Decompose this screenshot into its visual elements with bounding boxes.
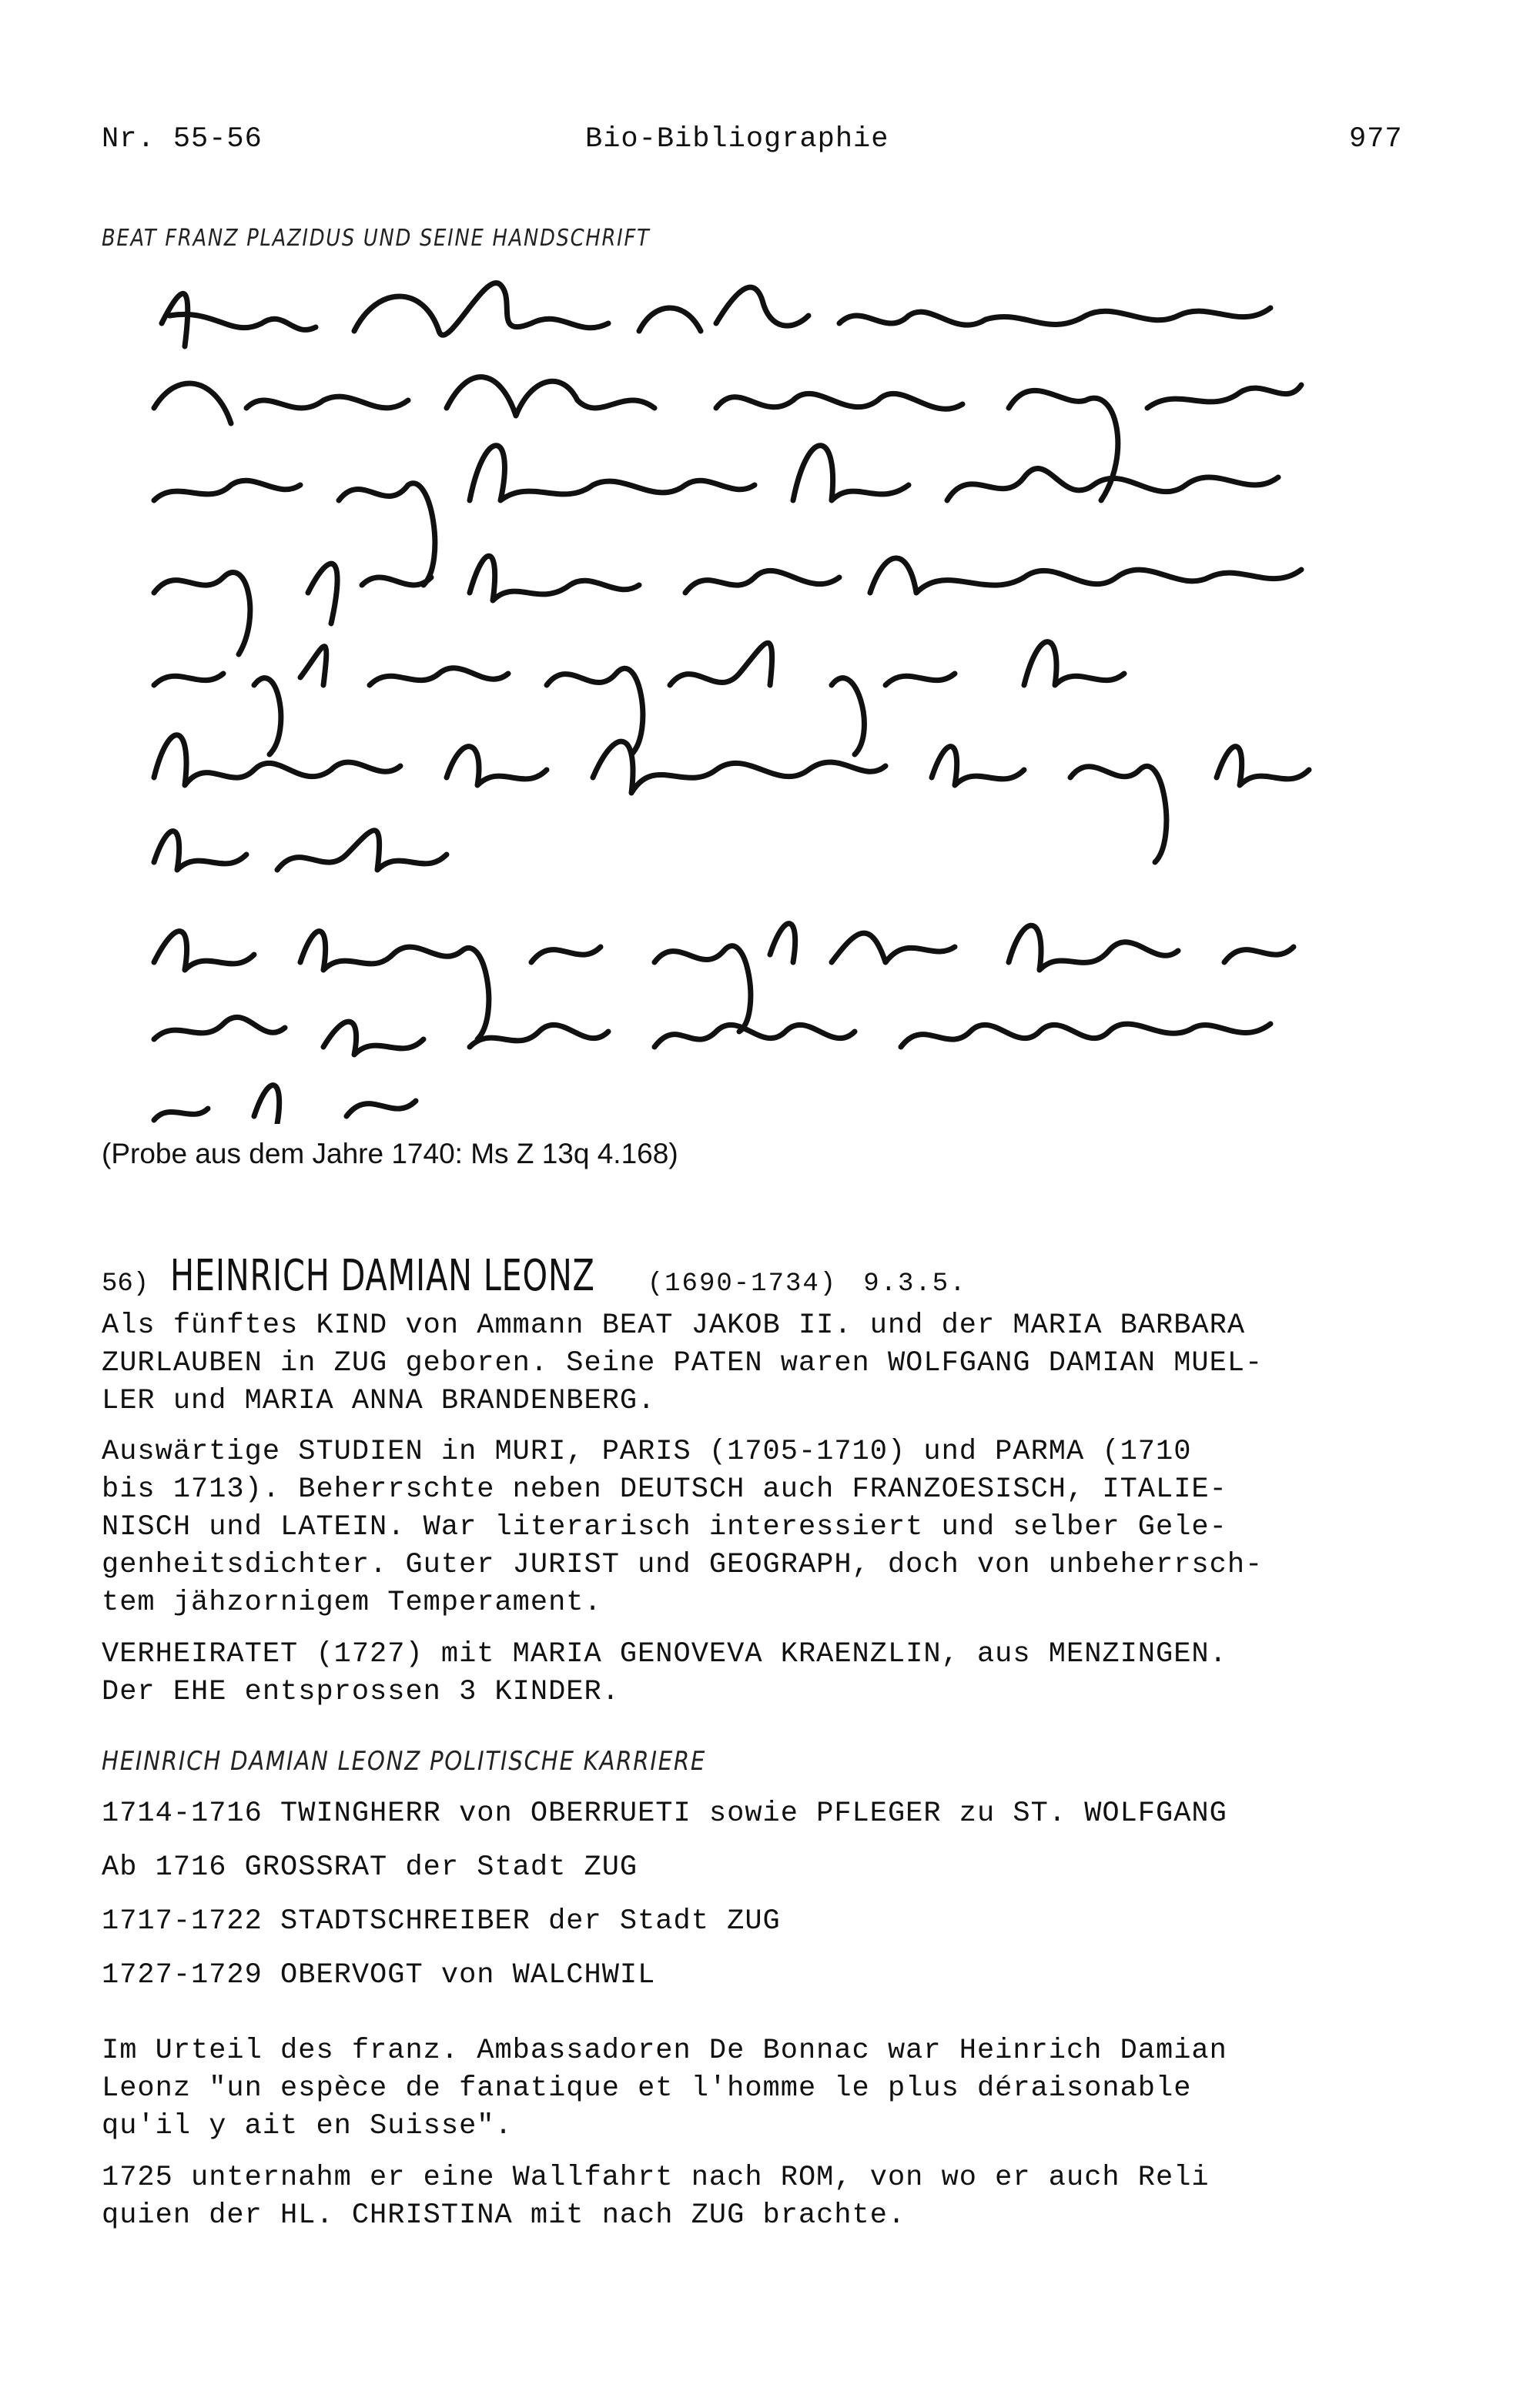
text-line: NISCH und LATEIN. War literarisch interessiert und selber Gele- (102, 1511, 1227, 1543)
biography-paragraph (102, 1307, 1457, 1420)
biography-paragraph (102, 1433, 1457, 1622)
text-line: VERHEIRATET (1727) mit MARIA GENOVEVA KRAENZLIN, aus MENZINGEN. (102, 1638, 1227, 1671)
career-item: 1714-1716 TWINGHERR von OBERRUETI sowie PFLEGER zu ST. WOLFGANG (102, 1798, 1227, 1830)
page-number: 977 (1349, 123, 1403, 156)
text-line: ZURLAUBEN in ZUG geboren. Seine PATEN waren WOLFGANG DAMIAN MUEL- (102, 1347, 1264, 1380)
issue-number: Nr. 55-56 (102, 123, 263, 156)
text-line: Der EHE entsprossen 3 KINDER. (102, 1676, 620, 1708)
biography-paragraph (102, 1636, 1457, 1711)
specimen-caption: (Probe aus dem Jahre 1740: Ms Z 13q 4.168) (102, 1138, 678, 1169)
entry-genealogy-code: 9.3.5. (863, 1269, 967, 1299)
closing-paragraph (102, 2032, 1457, 2145)
entry-heading (102, 1251, 967, 1301)
text-line: genheitsdichter. Guter JURIST und GEOGRAPH, doch von unbeherrsch- (102, 1549, 1264, 1581)
handwriting-specimen-image (100, 254, 1355, 1124)
text-line: bis 1713). Beherrschte neben DEUTSCH auch FRANZOESISCH, ITALIE- (102, 1473, 1227, 1506)
text-line: Als fünftes KIND von Ammann BEAT JAKOB II. und der MARIA BARBARA (102, 1309, 1246, 1342)
career-item: Ab 1716 GROSSRAT der Stadt ZUG (102, 1851, 638, 1884)
text-line: Auswärtige STUDIEN in MURI, PARIS (1705-1710) und PARMA (1710 (102, 1436, 1192, 1468)
entry-number: 56) (102, 1269, 149, 1299)
entry-life-dates: (1690-1734) (647, 1269, 838, 1299)
text-line: 1725 unternahm er eine Wallfahrt nach ROM, von wo er auch Reli (102, 2162, 1210, 2194)
page-header (0, 123, 1540, 162)
career-item: 1727-1729 OBERVOGT von WALCHWIL (102, 1959, 656, 1992)
text-line: tem jähzornigem Temperament. (102, 1587, 602, 1619)
closing-paragraph (102, 2159, 1457, 2235)
handwriting-section-title: BEAT FRANZ PLAZIDUS UND SEINE HANDSCHRIFT (102, 225, 651, 252)
text-line: qu'il y ait en Suisse". (102, 2110, 513, 2142)
text-line: LER und MARIA ANNA BRANDENBERG. (102, 1385, 656, 1417)
entry-name: HEINRICH DAMIAN LEONZ (170, 1251, 595, 1301)
text-line: quien der HL. CHRISTINA mit nach ZUG brachte. (102, 2199, 906, 2232)
text-line: Im Urteil des franz. Ambassadoren De Bonnac war Heinrich Damian (102, 2035, 1227, 2067)
career-item: 1717-1722 STADTSCHREIBER der Stadt ZUG (102, 1905, 781, 1938)
running-title: Bio-Bibliographie (585, 123, 889, 156)
career-section-title: HEINRICH DAMIAN LEONZ POLITISCHE KARRIERE (102, 1746, 707, 1777)
text-line: Leonz "un espèce de fanatique et l'homme le plus déraisonable (102, 2072, 1192, 2105)
